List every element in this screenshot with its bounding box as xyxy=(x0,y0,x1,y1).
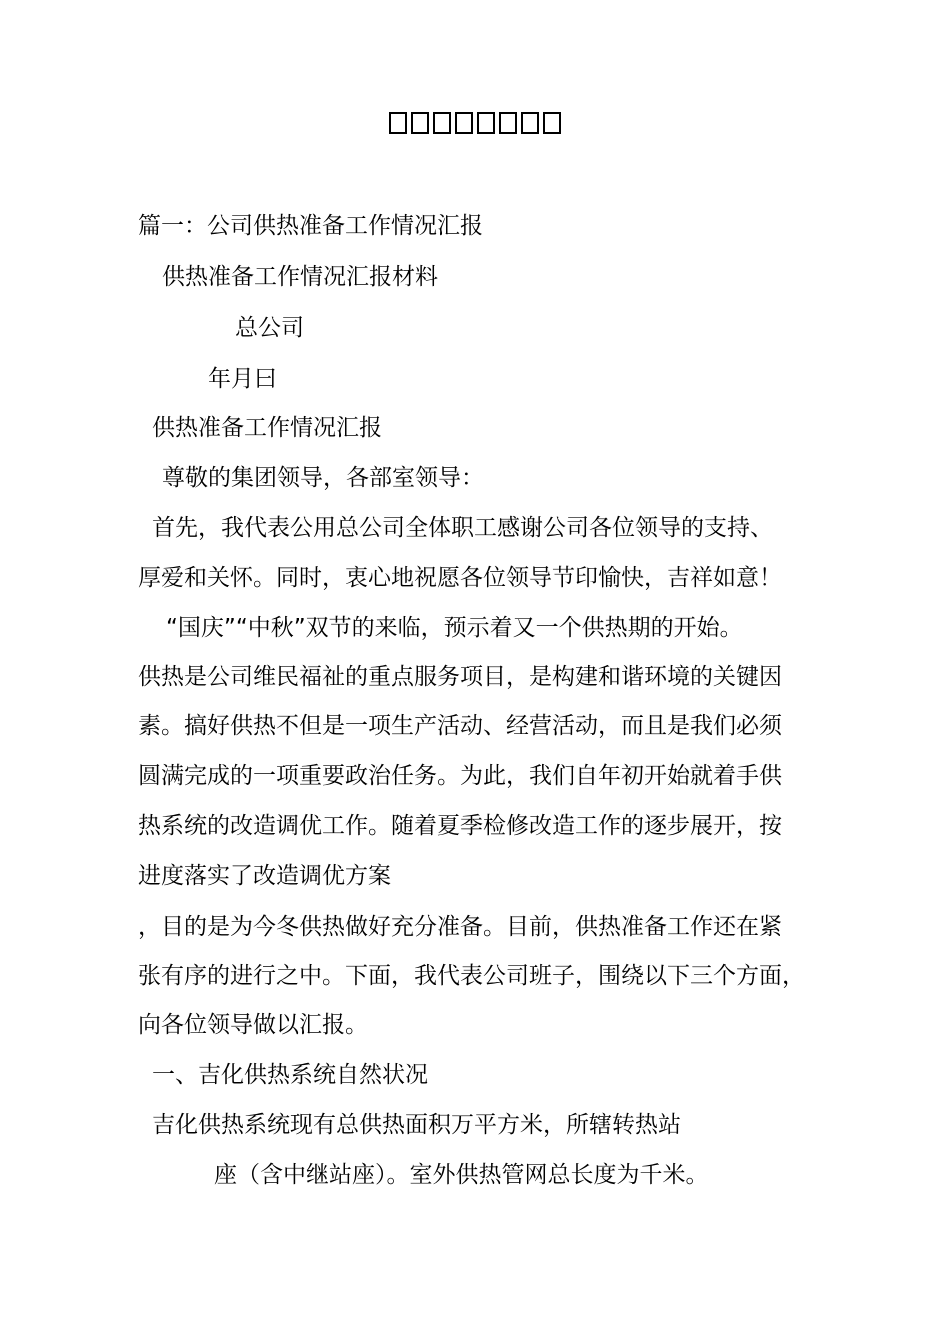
missing-glyph-box xyxy=(499,112,517,134)
paragraph-line: 厚爱和关怀。同时，衷心地祝愿各位领导节印愉快，吉祥如意！ xyxy=(138,565,782,591)
section-heading: 篇一：公司供热准备工作情况汇报 xyxy=(138,213,483,239)
paragraph-line: 素。搞好供热不但是一项生产活动、经营活动，而且是我们必须 xyxy=(138,713,782,739)
paragraph-line: 热系统的改造调优工作。随着夏季检修改造工作的逐步展开，按 xyxy=(138,813,782,839)
paragraph-line: 进度落实了改造调优方案 xyxy=(138,863,391,889)
document-title xyxy=(0,112,950,134)
date-line: 年月曰 xyxy=(208,366,277,392)
subtitle: 供热准备工作情况汇报材料 xyxy=(162,264,438,290)
missing-glyph-box xyxy=(477,112,495,134)
salutation: 尊敬的集团领导，各部室领导： xyxy=(162,465,484,491)
paragraph-line: 首先，我代表公用总公司全体职工感谢公司各位领导的支持、 xyxy=(152,515,773,541)
missing-glyph-box xyxy=(543,112,561,134)
paragraph-line: ，目的是为今冬供热做好充分准备。目前，供热准备工作还在紧 xyxy=(138,914,782,940)
paragraph-line: 座（含中继站座）。室外供热管网总长度为千米。 xyxy=(214,1162,709,1188)
paragraph-line: 圆满完成的一项重要政治任务。为此，我们自年初开始就着手供 xyxy=(138,763,782,789)
missing-glyph-box xyxy=(411,112,429,134)
report-title: 供热准备工作情况汇报 xyxy=(152,415,382,441)
paragraph-line: 供热是公司维民福祉的重点服务项目，是构建和谐环境的关键因 xyxy=(138,664,782,690)
author: 总公司 xyxy=(235,315,304,341)
missing-glyph-box xyxy=(389,112,407,134)
paragraph-line: 张有序的进行之中。下面，我代表公司班子，围绕以下三个方面， xyxy=(138,963,805,989)
paragraph-line: 吉化供热系统现有总供热面积万平方米，所辖转热站 xyxy=(152,1112,681,1138)
missing-glyph-box xyxy=(433,112,451,134)
paragraph-line: 向各位领导做以汇报。 xyxy=(138,1012,368,1038)
title-text xyxy=(475,112,476,113)
section-heading: 一、吉化供热系统自然状况 xyxy=(152,1062,428,1088)
paragraph-line: “国庆”“中秋”双节的来临，预示着又一个供热期的开始。 xyxy=(166,615,743,641)
missing-glyph-box xyxy=(521,112,539,134)
missing-glyph-box xyxy=(455,112,473,134)
